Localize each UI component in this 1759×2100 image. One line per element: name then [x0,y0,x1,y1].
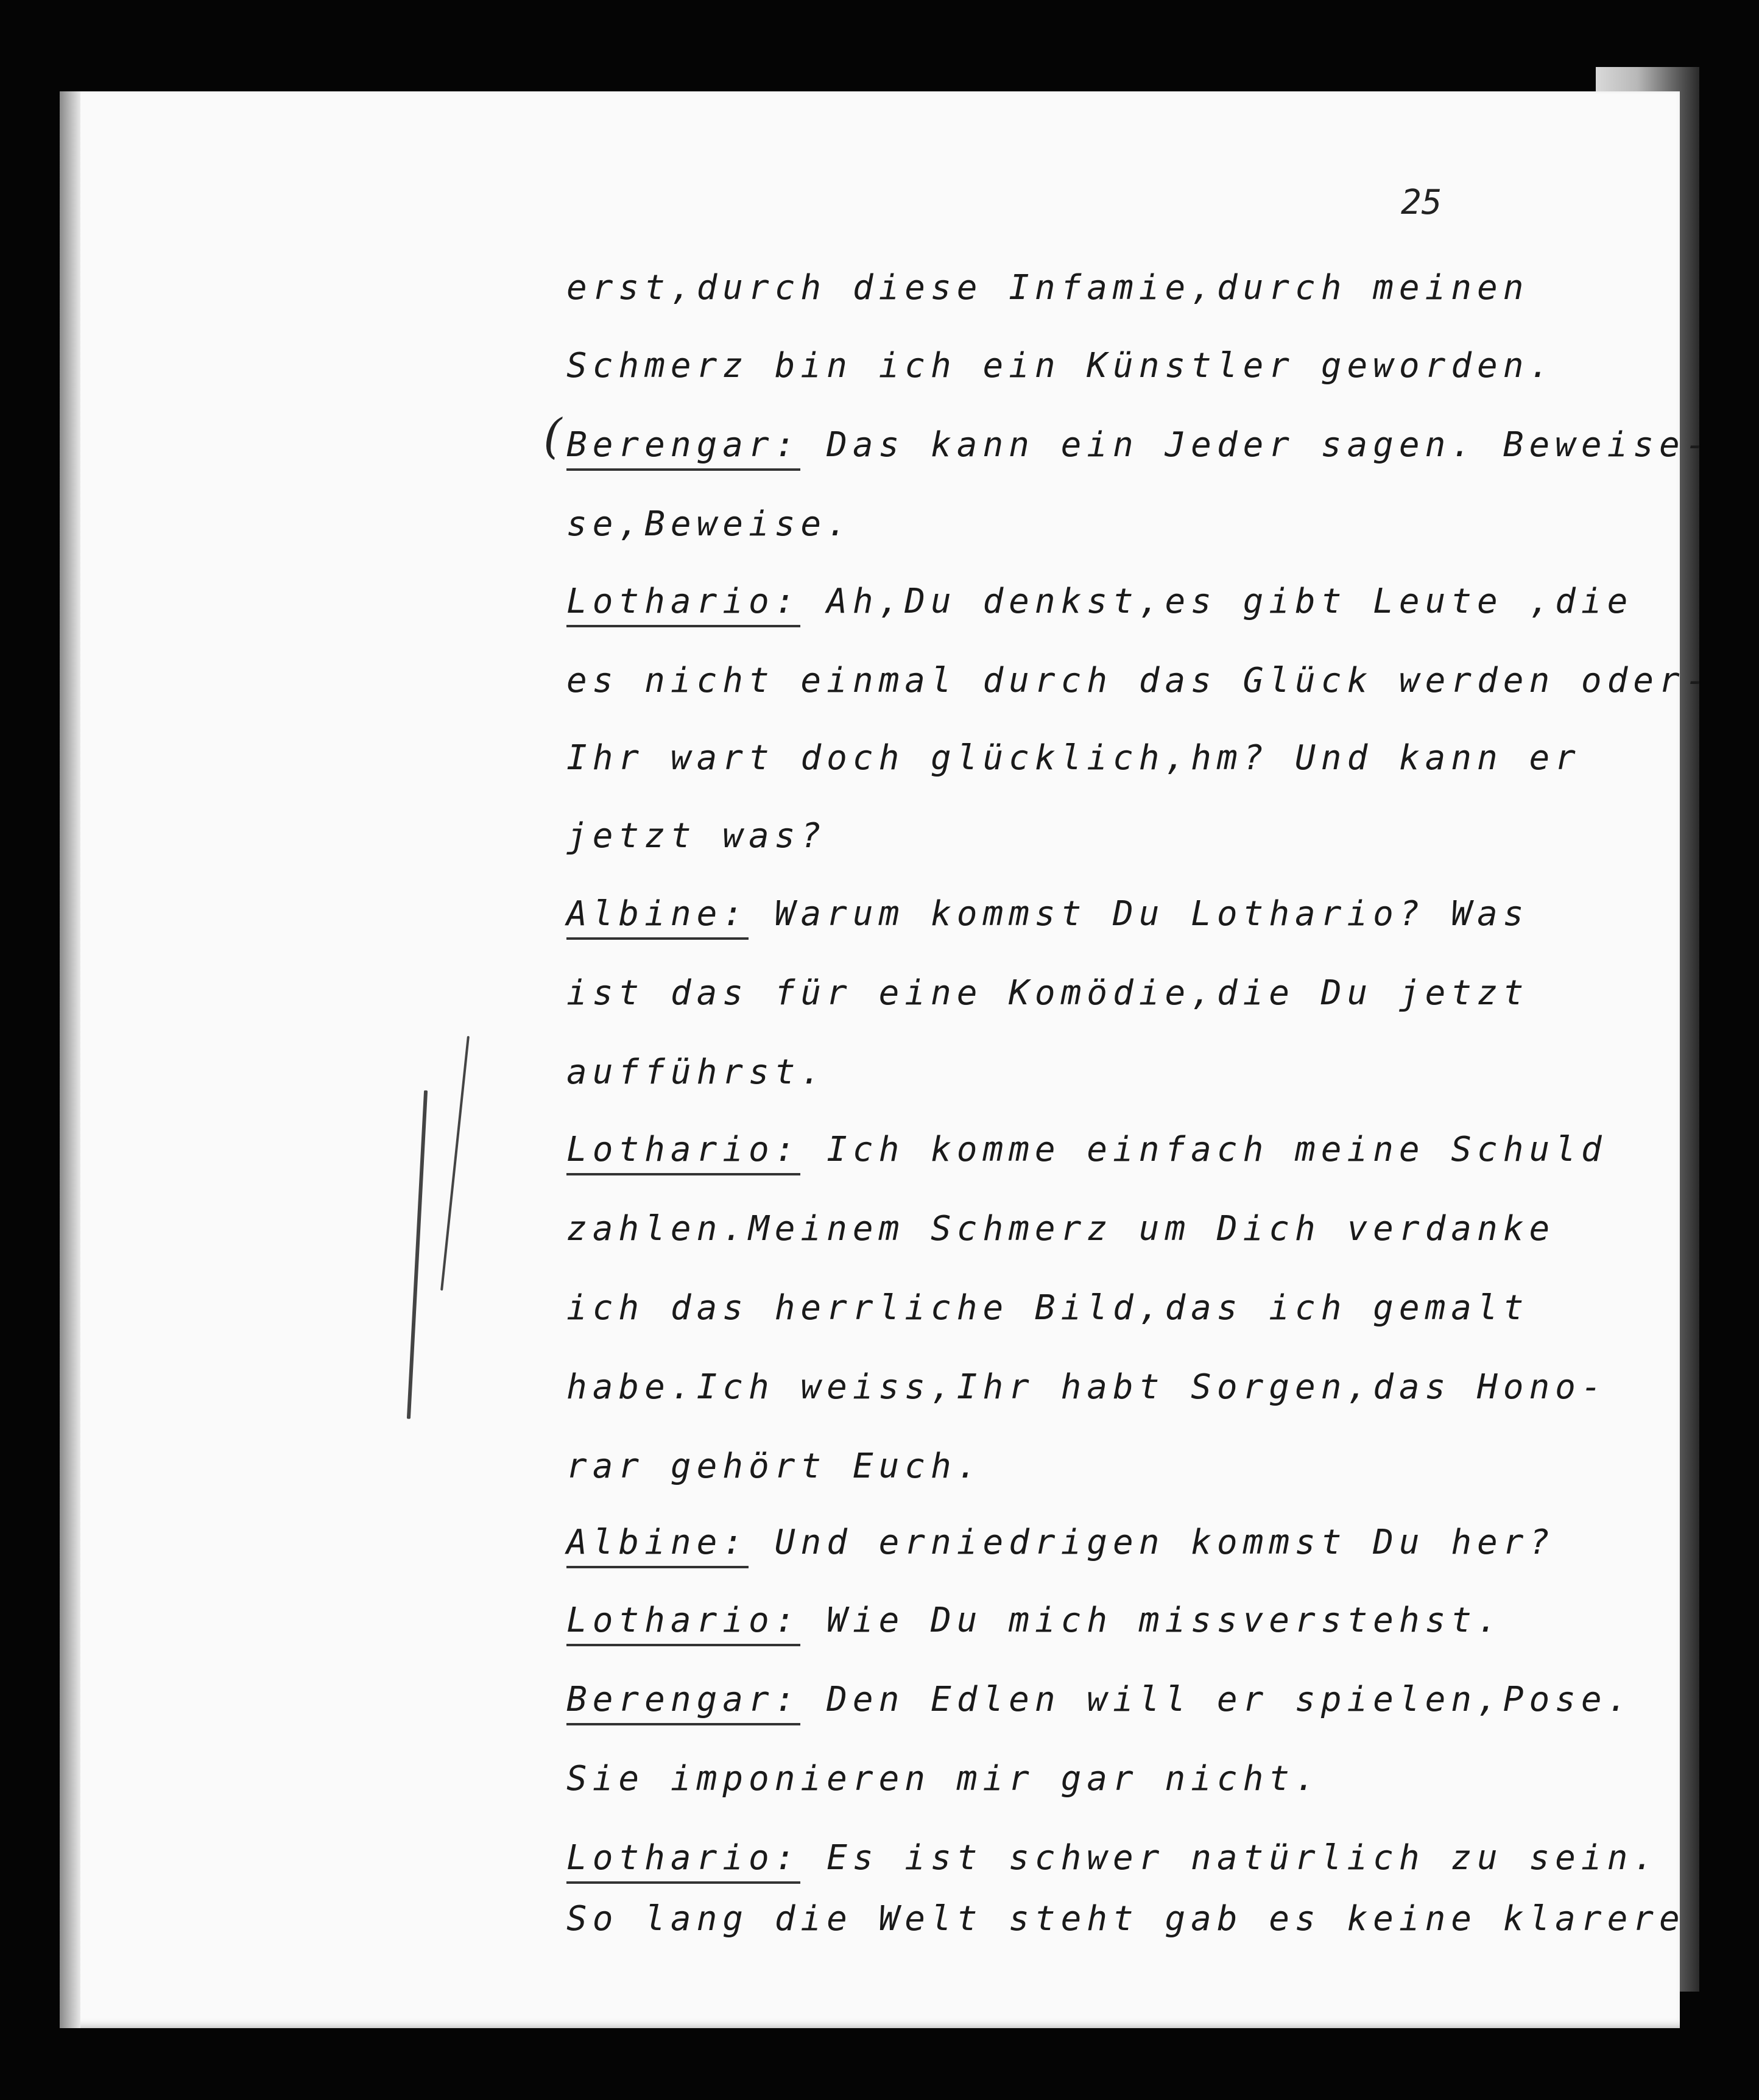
dialogue-line: Berengar: Das kann ein Jeder sagen. Beweise- [566,425,1711,465]
handwritten-parenthesis: ( [543,409,562,464]
speaker-name: Lothario: [566,1130,800,1175]
page-left-edge [60,91,80,2028]
text-line: Schmerz bin ich ein Künstler geworden. [566,346,1556,386]
text-line: erst,durch diese Infamie,durch meinen [566,268,1529,308]
speaker-name: Berengar: [566,425,800,471]
dialogue-line: Albine: Warum kommst Du Lothario? Was [566,894,1529,934]
text-line: ist das für eine Komödie,die Du jetzt [566,973,1529,1013]
speaker-name: Lothario: [566,1838,800,1884]
dialogue-line: Lothario: Ah,Du denkst,es gibt Leute ,die [566,582,1633,621]
page-number: 25 [1401,183,1442,222]
text-line: Sie imponieren mir gar nicht. [566,1759,1321,1799]
text-line: es nicht einmal durch das Glück werden oder- [566,661,1711,700]
dialogue-line: Lothario: Wie Du mich missverstehst. [566,1601,1503,1640]
speaker-name: Lothario: [566,582,800,627]
text-line: habe.Ich weiss,Ihr habt Sorgen,das Hono- [566,1367,1607,1407]
speaker-name: Albine: [566,894,749,940]
text-line: jetzt was? [566,816,827,856]
dialogue-line: Lothario: Ich komme einfach meine Schuld [566,1130,1607,1169]
text-line: ich das herrliche Bild,das ich gemalt [566,1288,1529,1328]
text-line: aufführst. [566,1052,827,1092]
speaker-name: Albine: [566,1523,749,1568]
dialogue-line: Berengar: Den Edlen will er spielen,Pose. [566,1680,1633,1719]
speaker-name: Lothario: [566,1601,800,1646]
text-line: So lang die Welt steht gab es keine klarere [566,1899,1685,1939]
text-line: Ihr wart doch glücklich,hm? Und kann er [566,738,1581,778]
text-line: se,Beweise. [566,504,853,544]
text-line: rar gehört Euch. [566,1446,983,1486]
text-line: zahlen.Meinem Schmerz um Dich verdanke [566,1209,1556,1249]
dialogue-line: Lothario: Es ist schwer natürlich zu sein. [566,1838,1659,1878]
dialogue-line: Albine: Und erniedrigen kommst Du her? [566,1523,1555,1562]
speaker-name: Berengar: [566,1680,800,1725]
